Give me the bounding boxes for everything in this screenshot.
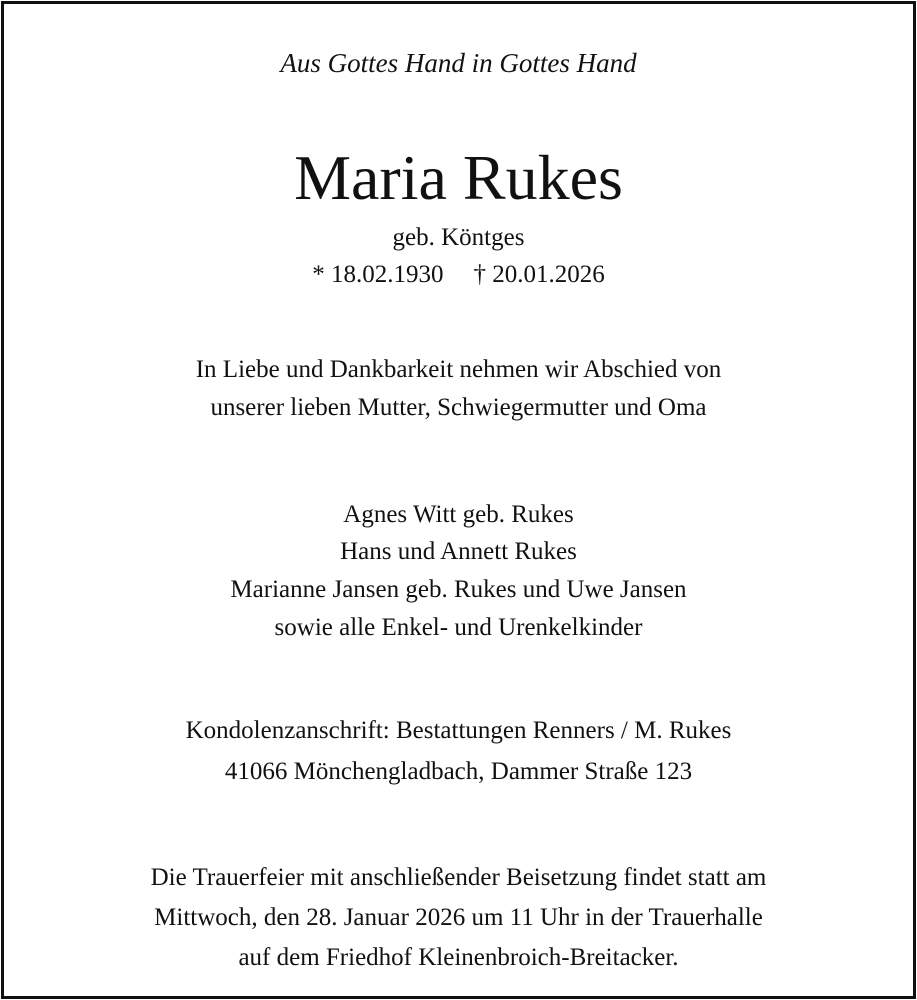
birth-date: * 18.02.1930 (312, 261, 444, 288)
death-date: † 20.01.2026 (473, 261, 605, 288)
deceased-name: Maria Rukes (294, 142, 623, 213)
mourner: Agnes Witt geb. Rukes (343, 501, 574, 528)
life-dates (0, 260, 917, 290)
service-info: Die Trauerfeier mit anschließender Beisetzung findet statt am (150, 864, 767, 891)
mourner: sowie alle Enkel- und Urenkelkinder (274, 614, 643, 641)
birth-name: geb. Köntges (392, 224, 525, 251)
farewell-line: unserer lieben Mutter, Schwiegermutter und Oma (210, 394, 707, 421)
condolence-address: 41066 Mönchengladbach, Dammer Straße 123 (224, 758, 693, 785)
mourner: Marianne Jansen geb. Rukes und Uwe Jansen (230, 576, 687, 603)
condolence-address: Kondolenzanschrift: Bestattungen Renners / M. Rukes (185, 717, 732, 744)
service-info: Mittwoch, den 28. Januar 2026 um 11 Uhr in der Trauerhalle (154, 904, 763, 931)
mourner: Hans und Annett Rukes (340, 538, 577, 565)
motto: Aus Gottes Hand in Gottes Hand (280, 48, 637, 78)
service-info: auf dem Friedhof Kleinenbroich-Breitacker. (238, 944, 679, 971)
farewell-line: In Liebe und Dankbarkeit nehmen wir Abschied von (195, 356, 722, 383)
